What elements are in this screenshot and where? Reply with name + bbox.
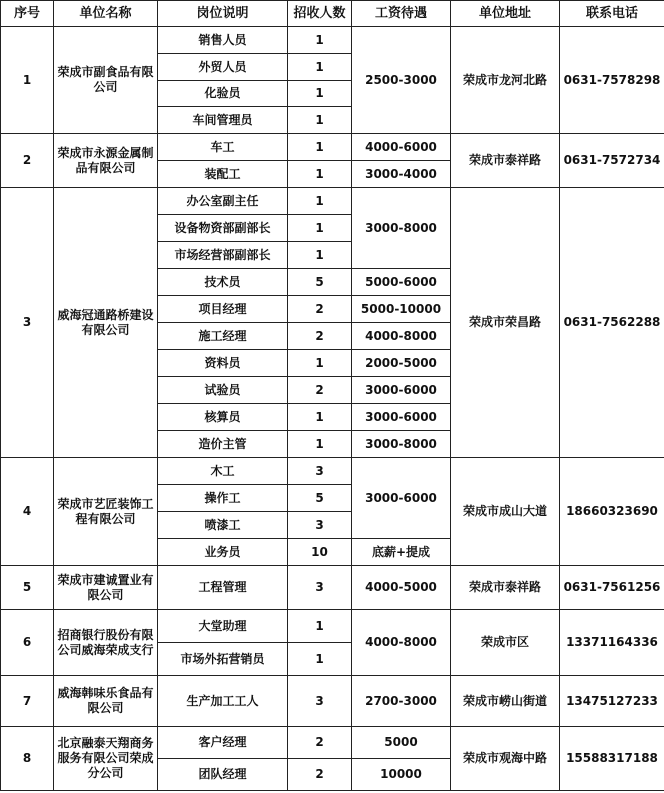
company-name: 招商银行股份有限公司威海荣成支行 (54, 610, 158, 676)
position-title: 业务员 (158, 539, 288, 566)
hire-count: 1 (288, 81, 352, 107)
salary: 3000-6000 (352, 377, 451, 404)
salary: 4000-8000 (352, 610, 451, 676)
hire-count: 2 (288, 296, 352, 323)
hire-count: 1 (288, 431, 352, 458)
position-title: 大堂助理 (158, 610, 288, 643)
hire-count: 1 (288, 643, 352, 676)
hire-count: 3 (288, 566, 352, 610)
position-title: 生产加工工人 (158, 676, 288, 727)
position-title: 团队经理 (158, 759, 288, 791)
row-number: 7 (1, 676, 54, 727)
row-number: 8 (1, 727, 54, 791)
hire-count: 1 (288, 610, 352, 643)
company-name: 荣成市建诚置业有限公司 (54, 566, 158, 610)
hire-count: 1 (288, 350, 352, 377)
hire-count: 1 (288, 404, 352, 431)
hire-count: 1 (288, 134, 352, 161)
position-title: 工程管理 (158, 566, 288, 610)
position-title: 项目经理 (158, 296, 288, 323)
company-name: 荣成市艺匠装饰工程有限公司 (54, 458, 158, 566)
table-row (1, 727, 664, 759)
hire-count: 2 (288, 377, 352, 404)
hire-count: 2 (288, 323, 352, 350)
position-title: 市场外拓营销员 (158, 643, 288, 676)
hire-count: 1 (288, 54, 352, 81)
hire-count: 1 (288, 188, 352, 215)
position-title: 技术员 (158, 269, 288, 296)
position-title: 试验员 (158, 377, 288, 404)
header-address: 单位地址 (451, 1, 560, 27)
salary: 4000-6000 (352, 134, 451, 161)
table-row (1, 134, 664, 161)
salary: 10000 (352, 759, 451, 791)
address: 荣成市荣昌路 (451, 188, 560, 458)
address: 荣成市成山大道 (451, 458, 560, 566)
table-row (1, 676, 664, 727)
position-title: 核算员 (158, 404, 288, 431)
hire-count: 5 (288, 269, 352, 296)
hire-count: 3 (288, 676, 352, 727)
salary: 4000-8000 (352, 323, 451, 350)
hire-count: 1 (288, 242, 352, 269)
position-title: 车工 (158, 134, 288, 161)
salary: 2000-5000 (352, 350, 451, 377)
salary: 3000-8000 (352, 431, 451, 458)
salary: 2700-3000 (352, 676, 451, 727)
address: 荣成市区 (451, 610, 560, 676)
header-row (1, 1, 664, 27)
header-company: 单位名称 (54, 1, 158, 27)
position-title: 设备物资部副部长 (158, 215, 288, 242)
header-position: 岗位说明 (158, 1, 288, 27)
company-name: 荣成市永源金属制品有限公司 (54, 134, 158, 188)
row-number: 5 (1, 566, 54, 610)
row-number: 6 (1, 610, 54, 676)
phone: 18660323690 (560, 458, 664, 566)
position-title: 市场经营部副部长 (158, 242, 288, 269)
position-title: 木工 (158, 458, 288, 485)
header-salary: 工资待遇 (352, 1, 451, 27)
row-number: 1 (1, 27, 54, 134)
position-title: 资料员 (158, 350, 288, 377)
salary: 3000-6000 (352, 404, 451, 431)
hire-count: 3 (288, 512, 352, 539)
row-number: 3 (1, 188, 54, 458)
address: 荣成市龙河北路 (451, 27, 560, 134)
phone: 0631-7572734 (560, 134, 664, 188)
position-title: 装配工 (158, 161, 288, 188)
phone: 0631-7578298 (560, 27, 664, 134)
hire-count: 5 (288, 485, 352, 512)
phone: 13371164336 (560, 610, 664, 676)
company-name: 北京融泰天翔商务服务有限公司荣成分公司 (54, 727, 158, 791)
hire-count: 10 (288, 539, 352, 566)
table-row (1, 610, 664, 643)
hire-count: 1 (288, 27, 352, 54)
position-title: 化验员 (158, 81, 288, 107)
header-count: 招收人数 (288, 1, 352, 27)
salary: 3000-8000 (352, 188, 451, 269)
salary: 5000 (352, 727, 451, 759)
position-title: 喷漆工 (158, 512, 288, 539)
salary: 3000-4000 (352, 161, 451, 188)
position-title: 造价主管 (158, 431, 288, 458)
table-row (1, 566, 664, 610)
phone: 0631-7561256 (560, 566, 664, 610)
table-row (1, 458, 664, 485)
company-name: 威海韩味乐食品有限公司 (54, 676, 158, 727)
hire-count: 3 (288, 458, 352, 485)
salary: 4000-5000 (352, 566, 451, 610)
table-row (1, 188, 664, 215)
position-title: 操作工 (158, 485, 288, 512)
address: 荣成市泰祥路 (451, 566, 560, 610)
company-name: 荣成市副食品有限公司 (54, 27, 158, 134)
salary: 5000-10000 (352, 296, 451, 323)
company-name: 威海冠通路桥建设有限公司 (54, 188, 158, 458)
position-title: 销售人员 (158, 27, 288, 54)
hire-count: 1 (288, 215, 352, 242)
phone: 0631-7562288 (560, 188, 664, 458)
hire-count: 1 (288, 107, 352, 134)
position-title: 办公室副主任 (158, 188, 288, 215)
position-title: 车间管理员 (158, 107, 288, 134)
salary: 5000-6000 (352, 269, 451, 296)
address: 荣成市崂山街道 (451, 676, 560, 727)
header-phone: 联系电话 (560, 1, 664, 27)
row-number: 2 (1, 134, 54, 188)
position-title: 施工经理 (158, 323, 288, 350)
phone: 15588317188 (560, 727, 664, 791)
address: 荣成市泰祥路 (451, 134, 560, 188)
hire-count: 2 (288, 727, 352, 759)
row-number: 4 (1, 458, 54, 566)
table-row (1, 27, 664, 54)
salary: 3000-6000 (352, 458, 451, 539)
address: 荣成市观海中路 (451, 727, 560, 791)
hire-count: 2 (288, 759, 352, 791)
phone: 13475127233 (560, 676, 664, 727)
hire-count: 1 (288, 161, 352, 188)
salary: 2500-3000 (352, 27, 451, 134)
position-title: 客户经理 (158, 727, 288, 759)
salary: 底薪+提成 (352, 539, 451, 566)
position-title: 外贸人员 (158, 54, 288, 81)
header-no: 序号 (1, 1, 54, 27)
